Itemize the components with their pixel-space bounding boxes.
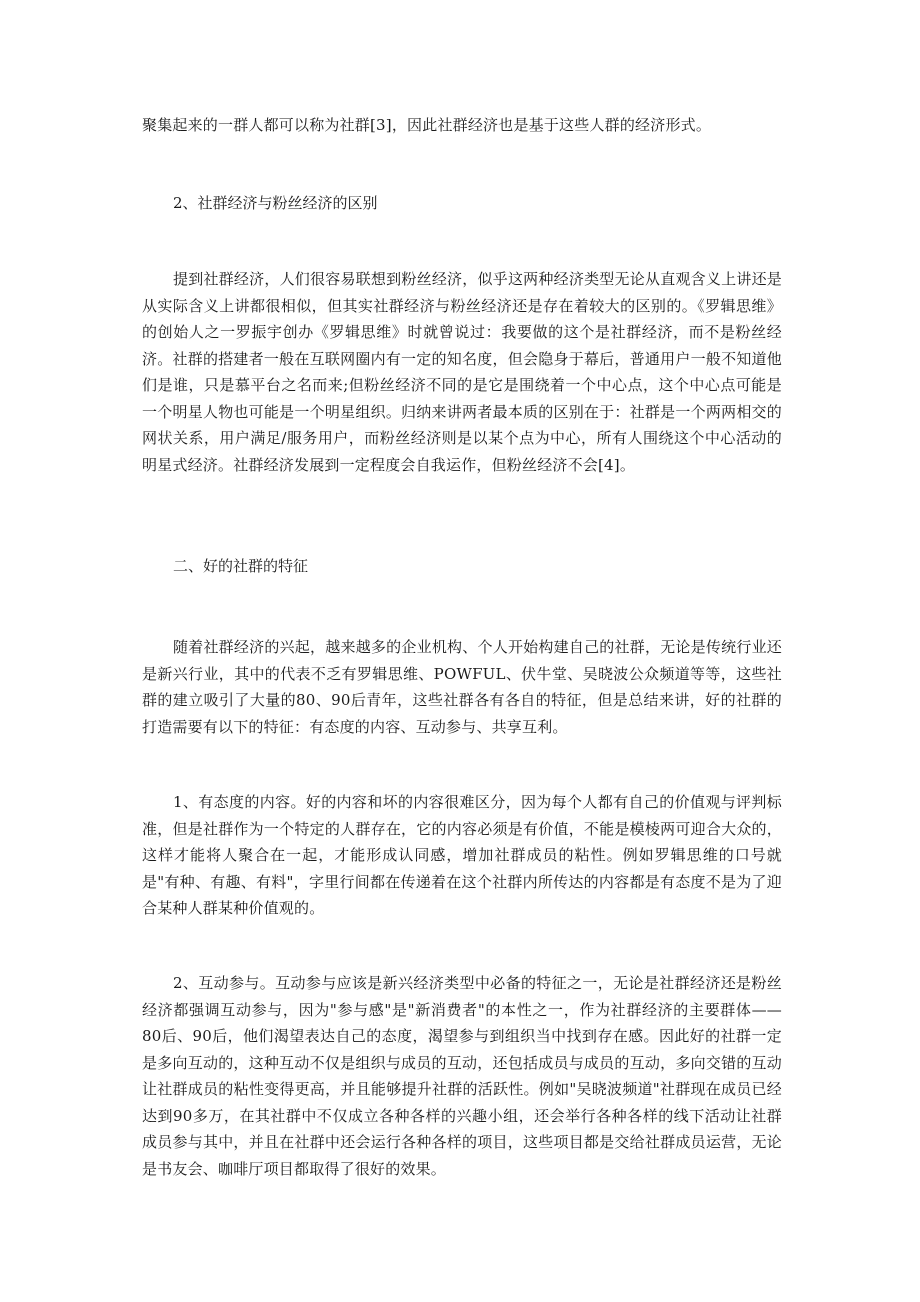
paragraph-attitude-content: 1、有态度的内容。好的内容和坏的内容很难区分，因为每个人都有自己的价值观与评判标准，但是社群作为一个特定的人群存在，它的内容必须是有价值，不能是模棱两可迎合大众的，这样才能将人聚合在一起，才能形成认同感，增加社群成员的粘性。例如罗辑思维的口号就是"有种、有趣、有料"，字里行间都在传递着在这个社群内所传达的内容都是有态度不是为了迎合某种人群某种价值观的。: [142, 793, 782, 917]
paragraph-features-intro: 随着社群经济的兴起，越来越多的企业机构、个人开始构建自己的社群，无论是传统行业还是新兴行业，其中的代表不乏有罗辑思维、POWFUL、伏牛堂、吴晓波公众频道等等，这些社群的建立吸引了大量的80、90后青年，这些社群各有各自的特征，但是总结来讲，好的社群的打造需要有以下的特征：有态度的内容、互动参与、共享互利。: [142, 638, 782, 736]
paragraph-intro: 聚集起来的一群人都可以称为社群[3]，因此社群经济也是基于这些人群的经济形式。: [142, 116, 712, 134]
paragraph-difference: 提到社群经济，人们很容易联想到粉丝经济，似乎这两种经济类型无论从直观含义上讲还是从实际含义上讲都很相似，但其实社群经济与粉丝经济还是存在着较大的区别的。《罗辑思维》的创始人之一罗振宇创办《罗辑思维》时就曾说过：我要做的这个是社群经济，而不是粉丝经济。社群的搭建者一般在互联网圈内有一定的知名度，但会隐身于幕后，普通用户一般不知道他们是谁，只是慕平台之名而来;但粉丝经济不同的是它是围绕着一个中心点，这个中心点可能是一个明星人物也可能是一个明星组织。归纳来讲两者最本质的区别在于：社群是一个两两相交的网状关系，用户满足/服务用户，而粉丝经济则是以某个点为中心，所有人围绕这个中心活动的明星式经济。社群经济发展到一定程度会自我运作，但粉丝经济不会[4]。: [142, 270, 782, 474]
section-heading-difference: 2、社群经济与粉丝经济的区别: [173, 194, 378, 212]
section-heading-features: 二、好的社群的特征: [173, 557, 309, 575]
paragraph-interaction: 2、互动参与。互动参与应该是新兴经济类型中必备的特征之一，无论是社群经济还是粉丝经济都强调互动参与，因为"参与感"是"新消费者"的本性之一，作为社群经济的主要群体——80后、90后，他们渴望表达自己的态度，渴望参与到组织当中找到存在感。因此好的社群一定是多向互动的，这种互动不仅是组织与成员的互动，还包括成员与成员的互动，多向交错的互动让社群成员的粘性变得更高，并且能够提升社群的活跃性。例如"吴晓波频道"社群现在成员已经达到90多万，在其社群中不仅成立各种各样的兴趣小组，还会举行各种各样的线下活动让社群成员参与其中，并且在社群中还会运行各种各样的项目，这些项目都是交给社群成员运营，无论是书友会、咖啡厅项目都取得了很好的效果。: [142, 974, 782, 1178]
